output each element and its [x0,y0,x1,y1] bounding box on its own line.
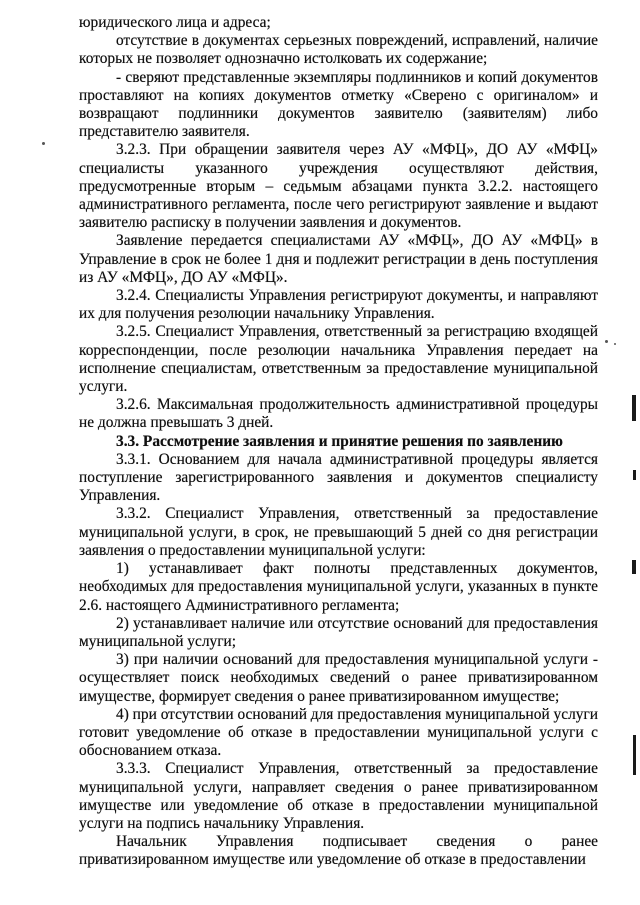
paragraph-mfc-transfer: Заявление передается специалистами АУ «МФЦ», ДО АУ «МФЦ» в Управление в срок не более 1 дня и подлежит регистрации в день поступления из АУ «МФЦ», ДО АУ «МФЦ». [79,232,598,286]
paragraph-3-2-5: 3.2.5. Специалист Управления, ответственный за регистрацию входящей корреспонденции, после резолюции начальника Управления передает на исполнение специалистам, ответственным за предоставление муниципальной услуги. [79,323,598,396]
paragraph-3-3-3: 3.3.3. Специалист Управления, ответственный за предоставление муниципальной услуги, направляет сведения о ранее приватизированном имуществе или уведомление об отказе в предоставлении муниципальной услуги на подпись начальнику Управления. [79,760,598,832]
scan-edge-mark [632,395,636,421]
list-item-4: 4) при отсутствии оснований для предоставления муниципальной услуги готовит уведомление об отказе в предоставлении муниципальной услуги с обоснованием отказа. [79,705,598,760]
document-body [79,14,598,870]
scan-speck [614,343,616,345]
list-item-1: 1) устанавливает факт полноты представленных документов, необходимых для предоставления муниципальной услуги, указанных в пункте 2.6. настоящего Административного регламента; [79,560,598,614]
paragraph-3-2-3: 3.2.3. При обращении заявителя через АУ «МФЦ», ДО АУ «МФЦ» специалисты указанного учреждения осуществляют действия, предусмотренные вторым – седьмым абзацами пункта 3.2.2. настоящего административного регламента, после чего регистрируют заявление и выдают заявителю расписку в получении заявления и документов. [79,141,598,232]
scan-edge-mark [633,470,636,480]
paragraph-3-2-4: 3.2.4. Специалисты Управления регистрируют документы, и направляют их для получения резолюции начальнику Управления. [79,287,598,323]
list-item-2: 2) устанавливает наличие или отсутствие оснований для предоставления муниципальной услуги; [79,614,598,650]
paragraph-continuation: юридического лица и адреса; [79,14,271,31]
list-item-3: 3) при наличии оснований для предоставления муниципальной услуги - осуществляет поиск необходимых сведений о ранее приватизированном имуществе, формирует сведения о ранее приватизированном имуществе; [79,651,598,705]
paragraph-3-3-2: 3.3.2. Специалист Управления, ответственный за предоставление муниципальной услуги, в срок, не превышающий 5 дней со дня регистрации заявления о предоставлении муниципальной услуги: [79,505,598,559]
paragraph-verify-copies: - сверяют представленные экземпляры подлинников и копий документов проставляют на копиях документов отметку «Сверено с оригиналом» и возвращают подлинники документов заявителю (заявителям) либо представителю заявителя. [79,68,598,141]
paragraph-3-3-1: 3.3.1. Основанием для начала административной процедуры является поступление зарегистрированного заявления и документов специалисту Управления. [79,450,598,505]
scan-edge-mark [633,735,636,775]
paragraph-damage-check: отсутствие в документах серьезных повреждений, исправлений, наличие которых не позволяет однозначно истолковать их содержание; [79,32,598,68]
section-heading-3-3: 3.3. Рассмотрение заявления и принятие решения по заявлению [116,432,563,450]
scan-speck [605,340,608,343]
paragraph-head-signs: Начальник Управления подписывает сведения о ранее приватизированном имуществе или уведомление об отказе в предоставлении [79,833,598,869]
paragraph-3-2-6: 3.2.6. Максимальная продолжительность административной процедуры не должна превышать 3 дней. [79,396,598,432]
scan-edge-mark [632,560,636,574]
scan-speck [42,142,45,145]
